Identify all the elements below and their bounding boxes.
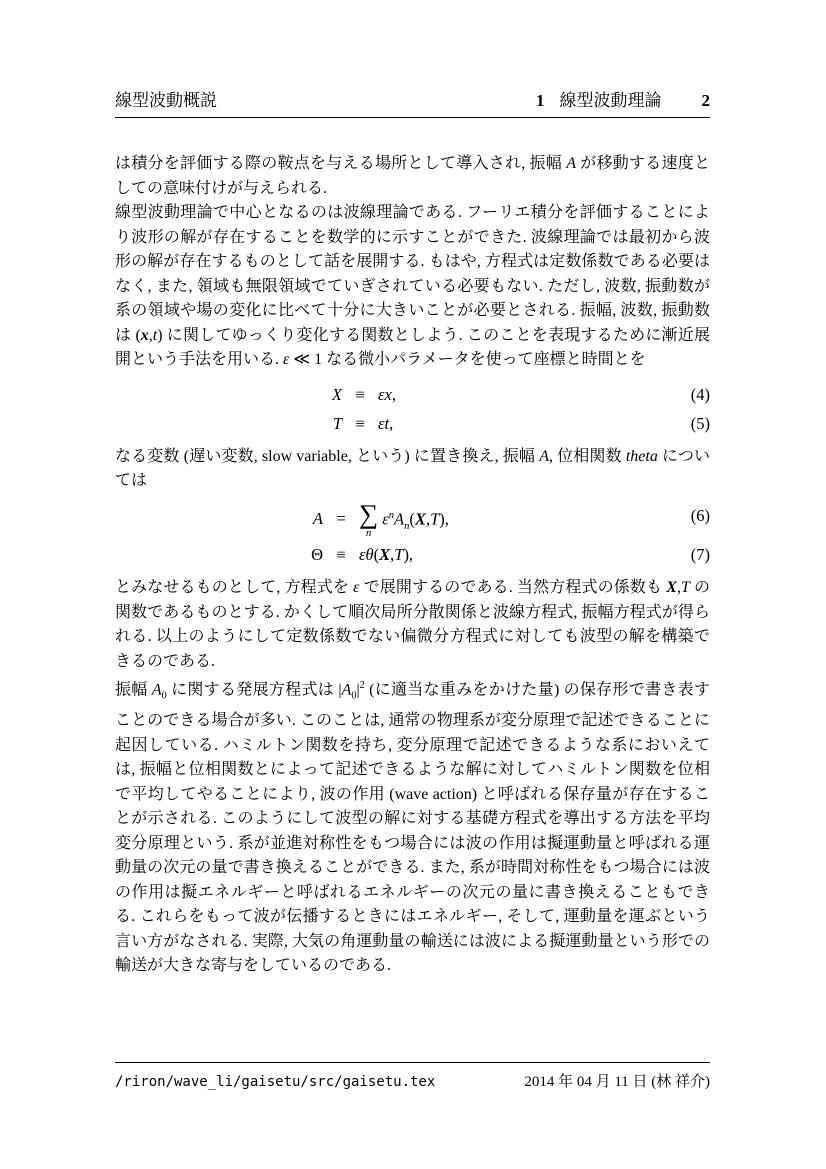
equation-group-1 <box>115 380 710 438</box>
text-segment: は積分を評価する際の鞍点を与える場所として導入され, 振幅 <box>115 155 567 172</box>
text-segment: εθ <box>359 545 374 565</box>
text-segment: ), <box>439 509 449 528</box>
equation-relation: ≡ <box>355 413 365 433</box>
equation-lhs <box>320 409 342 438</box>
text-segment: , <box>425 509 431 528</box>
text-segment: 振幅 <box>115 681 152 699</box>
text-segment: , <box>676 579 681 597</box>
equation-rhs <box>378 380 396 409</box>
header-page-number: 2 <box>701 91 710 110</box>
text-segment: ( <box>373 545 380 565</box>
text-segment: ε <box>353 579 360 597</box>
text-segment: A <box>566 155 576 172</box>
text-segment: T <box>680 579 690 597</box>
equation-group-2 <box>115 501 710 570</box>
text-segment: ε <box>283 351 290 368</box>
text-segment: (に適当な重みをかけた量) の保存形で書き表すことのできる場合が多い. このことは, 通常の物理系が変分原理で記述できることに起因している. ハミルトン関数を持ち, 変分原理で記述できるような系においえては, 振幅と位相関数とによって記述できるような解に対してハミルトン関数を位相で平均してやることにより, 波の作用 (wave action) と呼ばれる保存量が存在することが示される. このようにして波型の解に対する基礎方程式を導出する方法を平均変分原理という. 系が並進対称性をもつ場合には波の作用は擬運動量と呼ばれる運動量の次元の量で書き換えることができる. また, 系が時間対称性をもつ場合には波の作用は擬エネルギーと呼ばれるエネルギーの次元の量に書き換えることもできる. これらをもって波が伝播するときにはエネルギー, そして, 運動量を運ぶという言い方がなされる. 実際, 大気の角運動量の輸送には波による擬運動量という形での輸送が大きな寄与をしているのである. <box>115 681 710 975</box>
equation-row <box>115 409 710 438</box>
text-segment: εx <box>378 384 392 404</box>
paragraph-4 <box>115 576 710 674</box>
paragraph-2 <box>115 201 710 373</box>
text-segment: ≪ 1 なる微小パラメータを使って座標と時間とを <box>289 351 646 368</box>
summation-symbol <box>359 501 378 539</box>
text-segment: ) に関してゆっくり変化する関数としよう. このことを表現するために漸近展開という手法を用いる. <box>115 326 710 368</box>
text-segment: 2 <box>359 680 365 692</box>
text-segment: に関する発展方程式は | <box>166 681 342 699</box>
equation-lhs <box>301 504 323 533</box>
text-segment: , <box>389 413 394 433</box>
paragraph-1 <box>115 152 710 201</box>
text-segment: で展開するのである. 当然方程式の係数も <box>359 579 667 597</box>
equation-row <box>115 540 710 569</box>
summation-index: n <box>365 527 372 540</box>
text-segment: Θ <box>311 545 323 565</box>
paragraph-3 <box>115 445 710 494</box>
text-segment: の関数であるものとする. かくして順次局所分散関係と波線方程式, 振幅方程式が得られる. 以上のようにして定数係数でない偏微分方程式に対しても波型の解を構築できるのである. <box>115 579 710 670</box>
text-segment: t <box>152 326 158 344</box>
text-segment: ), <box>403 545 414 565</box>
equation-rhs <box>378 409 393 438</box>
equation-rhs <box>359 501 449 541</box>
header-section-number: 1 <box>536 91 545 110</box>
text-segment: X <box>666 579 677 597</box>
text-segment: 0 <box>351 690 357 702</box>
text-segment: , 位相関数 <box>548 447 626 465</box>
text-segment: については <box>115 447 710 489</box>
page-header <box>115 86 710 118</box>
text-segment: なる変数 (遅い変数, slow variable, という) に置き換え, 振幅 <box>115 447 540 465</box>
equation-row <box>115 501 710 541</box>
text-segment: n <box>404 520 410 532</box>
text-segment: ( <box>409 509 415 528</box>
text-segment: T <box>394 545 404 565</box>
equation-number: (5) <box>690 413 710 433</box>
text-segment: A <box>539 447 549 465</box>
equation-rhs <box>359 540 413 569</box>
text-segment: が移動する速度としての意味付けが与えられる. <box>115 155 710 197</box>
text-segment: A <box>151 681 162 699</box>
paragraph-5 <box>115 674 710 979</box>
equation-lhs <box>320 380 342 409</box>
equation-lhs <box>301 540 323 569</box>
text-segment: εt <box>378 413 390 433</box>
sigma-glyph: ∑ <box>359 499 379 530</box>
text-segment: X <box>379 545 391 565</box>
text-segment: X <box>331 384 342 404</box>
text-segment: X <box>414 509 426 528</box>
footer-file-path: /riron/wave_li/gaisetu/src/gaisetu.tex <box>115 1074 436 1090</box>
text-segment: n <box>388 509 395 521</box>
text-segment: theta <box>625 447 658 465</box>
equation-number: (7) <box>690 545 710 565</box>
text-segment: , <box>148 326 153 344</box>
equation-relation: = <box>336 509 346 528</box>
page-content <box>115 86 710 979</box>
equation-number: (6) <box>690 505 710 525</box>
text-segment: T <box>332 413 342 433</box>
body-text <box>115 152 710 979</box>
text-segment: , <box>391 384 396 404</box>
text-segment: 0 <box>161 690 167 702</box>
text-segment: | <box>356 681 360 699</box>
text-segment: ε <box>382 509 389 528</box>
header-section-title: 線型波動理論 <box>559 91 662 110</box>
text-segment: とみなせるものとして, 方程式を <box>115 579 354 597</box>
footer-date: 2014 年 04 月 11 日 (林 祥介) <box>524 1074 710 1090</box>
text-segment: , <box>390 545 395 565</box>
equation-row <box>115 380 710 409</box>
header-left-title: 線型波動概説 <box>115 91 217 110</box>
text-segment: T <box>430 509 440 528</box>
text-segment: A <box>341 681 352 699</box>
text-segment: A <box>394 509 405 528</box>
equation-relation: ≡ <box>336 545 346 565</box>
text-segment: A <box>312 509 323 528</box>
text-segment: x <box>140 326 149 344</box>
equation-number: (4) <box>690 384 710 404</box>
text-segment: 線型波動理論で中心となるのは波線理論である. フーリエ積分を評価することにより波形の解が存在することを数学的に示すことができた. 波線理論では最初から波形の解が存在するものとして話を展開する. もはや, 方程式は定数係数である必要はなく, また, 領域も無限領域でていぎされている必要もない. ただし, 波数, 振動数が系の領域や場の変化に比べて十分に大きいことが必要とされる. 振幅, 波数, 振動数は ( <box>115 204 710 344</box>
equation-relation: ≡ <box>355 384 365 404</box>
page-footer <box>115 1062 710 1091</box>
header-right <box>536 86 710 111</box>
